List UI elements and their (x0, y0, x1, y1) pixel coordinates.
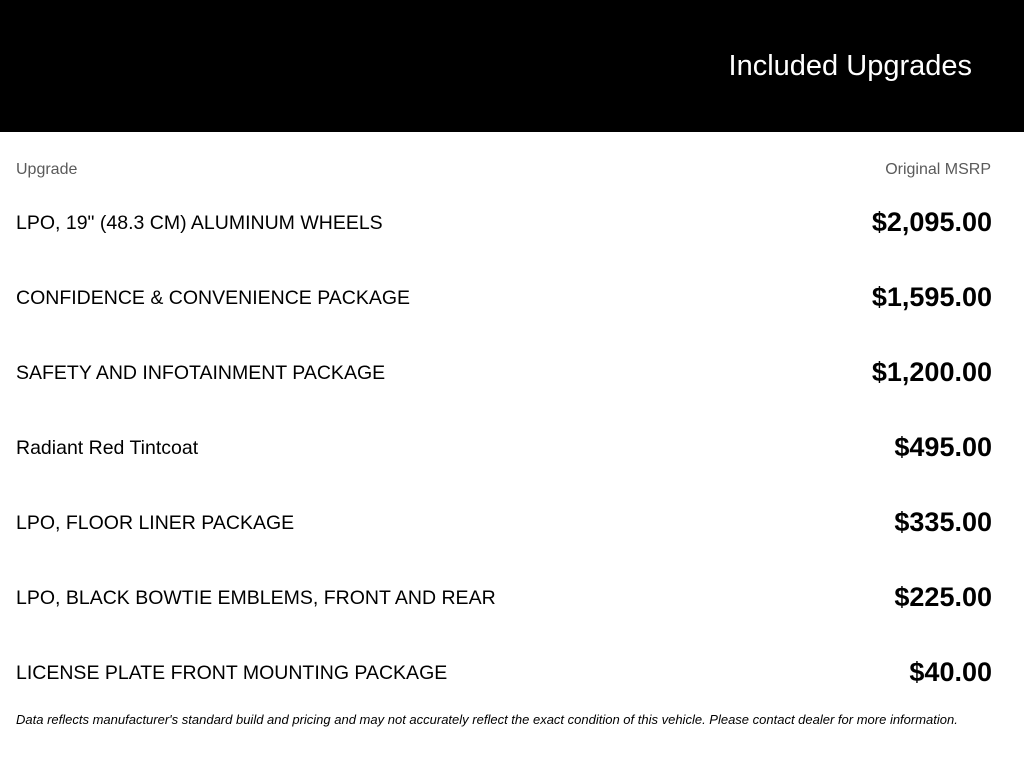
upgrade-name: SAFETY AND INFOTAINMENT PACKAGE (16, 362, 386, 384)
upgrade-row (16, 497, 992, 572)
upgrade-row (16, 422, 992, 497)
upgrade-name: CONFIDENCE & CONVENIENCE PACKAGE (16, 287, 411, 309)
upgrade-name: LPO, FLOOR LINER PACKAGE (16, 512, 295, 534)
upgrade-price: $2,095.00 (871, 207, 992, 237)
upgrade-price: $335.00 (894, 507, 992, 537)
upgrade-name: Radiant Red Tintcoat (16, 437, 199, 459)
upgrade-row (16, 272, 992, 347)
upgrade-row (16, 572, 992, 647)
upgrade-price: $1,200.00 (871, 357, 992, 387)
upgrade-row (16, 197, 992, 272)
header-banner (0, 0, 1024, 132)
upgrade-price: $1,595.00 (871, 282, 992, 312)
page-title: Included Upgrades (728, 50, 972, 82)
upgrade-row (16, 647, 992, 722)
upgrade-name: LPO, BLACK BOWTIE EMBLEMS, FRONT AND REAR (16, 587, 496, 609)
upgrade-list (16, 197, 992, 722)
upgrade-price: $40.00 (909, 657, 992, 687)
upgrade-column-header: Upgrade (16, 161, 78, 178)
msrp-column-header: Original MSRP (885, 161, 991, 178)
upgrade-price: $495.00 (894, 432, 992, 462)
column-headers (16, 160, 992, 180)
upgrade-price: $225.00 (894, 582, 992, 612)
upgrade-name: LPO, 19" (48.3 CM) ALUMINUM WHEELS (16, 212, 383, 234)
disclaimer-text: Data reflects manufacturer's standard build and pricing and may not accurately reflect the exact condition of this vehicle. Please contact dealer for more information. (16, 712, 958, 727)
upgrade-name: LICENSE PLATE FRONT MOUNTING PACKAGE (16, 662, 448, 684)
upgrade-row (16, 347, 992, 422)
